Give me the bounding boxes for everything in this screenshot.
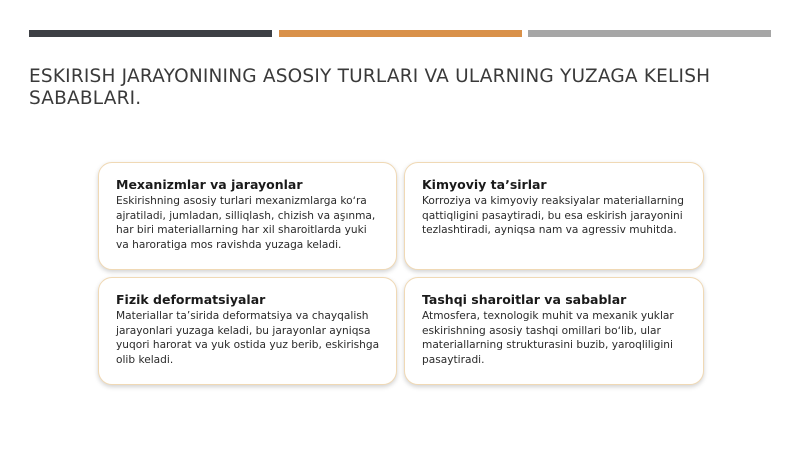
card-title: Mexanizmlar va jarayonlar: [116, 177, 303, 192]
top-accent-bar-gray: [528, 30, 771, 37]
card-title: Tashqi sharoitlar va sabablar: [422, 292, 627, 307]
top-accent-bar-dark: [29, 30, 272, 37]
card-chemical-effects: [404, 162, 704, 270]
slide-title: ESKIRISH JARAYONINING ASOSIY TURLARI VA ULARNING YUZAGA KELISH SABABLARI.: [29, 66, 711, 109]
card-title: Kimyoviy taʼsirlar: [422, 177, 547, 192]
card-title: Fizik deformatsiyalar: [116, 292, 266, 307]
card-text: Korroziya va kimyoviy reaksiyalar materiallarning qattiqligini pasaytiradi, bu esa eskirish jarayonini tezlashtiradi, ayniqsa nam va agressiv muhitda.: [422, 195, 684, 236]
card-text: Atmosfera, texnologik muhit va mexanik yuklar eskirishning asosiy tashqi omillari boʻlib, ular materiallarning strukturasini buzib, yaroqliligini pasaytiradi.: [422, 310, 674, 366]
card-external-conditions: [404, 277, 704, 385]
card-physical-deformations: [98, 277, 397, 385]
card-text: Eskirishning asosiy turlari mexanizmlarga koʻra ajratiladi, jumladan, silliqlash, chizish va aşınma, har biri materiallarning har xil sharoitlarda yuki va haroratiga mos ravishda yuzaga keladi.: [116, 195, 376, 251]
top-accent-bar-orange: [279, 30, 522, 37]
card-text: Materiallar taʼsirida deformatsiya va chayqalish jarayonlari yuzaga keladi, bu jarayonlar ayniqsa yuqori harorat va yuk ostida yuz berib, eskirishga olib keladi.: [116, 310, 380, 366]
card-mechanisms: [98, 162, 397, 270]
